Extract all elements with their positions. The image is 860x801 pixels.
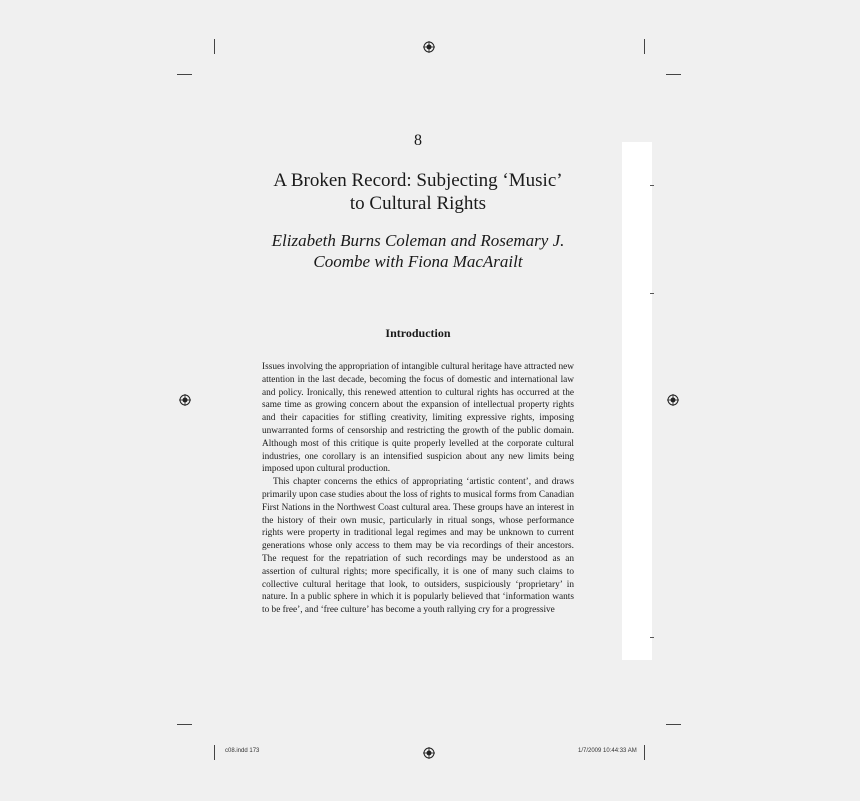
registration-mark-icon xyxy=(667,394,679,406)
crop-mark-left-top xyxy=(177,74,192,75)
registration-mark-icon xyxy=(179,394,191,406)
page-edge-strip xyxy=(622,142,652,660)
crop-mark-bottom-right xyxy=(644,745,645,760)
chapter-title-line: A Broken Record: Subjecting ‘Music’ xyxy=(273,170,563,191)
strip-tick xyxy=(650,293,654,294)
crop-mark-right-bottom xyxy=(666,724,681,725)
crop-mark-right-top xyxy=(666,74,681,75)
slug-file: c08.indd 173 xyxy=(225,748,260,754)
chapter-title xyxy=(258,169,578,215)
crop-mark-top-left xyxy=(214,39,215,54)
registration-mark-icon xyxy=(423,747,435,759)
crop-mark-left-bottom xyxy=(177,724,192,725)
chapter-title-line: to Cultural Rights xyxy=(349,193,487,214)
chapter-authors xyxy=(258,230,578,272)
registration-mark-icon xyxy=(423,41,435,53)
paragraph: This chapter concerns the ethics of appropriating ‘artistic content’, and draws primarily upon case studies about the loss of rights to musical forms from Canadian First Nations in the Northwest Coast cultural area. These groups have an interest in the history of their own music, particularly in ritual songs, whose performance rights were property in traditional legal regimes and may be unknown to current generations whose only access to them may be via recordings of their ancestors. The request for the repatriation of such recordings may be understood as an assertion of cultural rights; more specifically, it is one of many such claims to collective cultural heritage that look, to outsiders, suspiciously ‘proprietary’ in nature. In a public sphere in which it is popularly believed that ‘information wants to be free’, and ‘free culture’ has become a youth rallying cry for a progressive xyxy=(262,477,574,616)
chapter-number: 8 xyxy=(414,132,422,149)
body-text xyxy=(262,361,574,617)
slug-datetime: 1/7/2009 10:44:33 AM xyxy=(578,748,637,754)
paragraph: Issues involving the appropriation of intangible cultural heritage have attracted new attention in the last decade, becoming the focus of domestic and international law and policy. Ironically, this renewed attention to cultural rights has occurred at the same time as growing concern about the expansion of intellectual property rights and their capacities for stifling creativity, limiting expressive rights, imposing unwarranted forms of censorship and restricting the growth of the public domain. Although most of this critique is quite properly levelled at the corporate cultural industries, one corollary is an intensified suspicion about any new limits being imposed upon cultural production. xyxy=(262,362,574,475)
section-heading: Introduction xyxy=(385,326,451,340)
strip-tick xyxy=(650,185,654,186)
strip-tick xyxy=(650,637,654,638)
authors-line: Coombe with Fiona MacArailt xyxy=(313,252,523,271)
authors-line: Elizabeth Burns Coleman and Rosemary J. xyxy=(271,231,565,250)
crop-mark-top-right xyxy=(644,39,645,54)
crop-mark-bottom-left xyxy=(214,745,215,760)
